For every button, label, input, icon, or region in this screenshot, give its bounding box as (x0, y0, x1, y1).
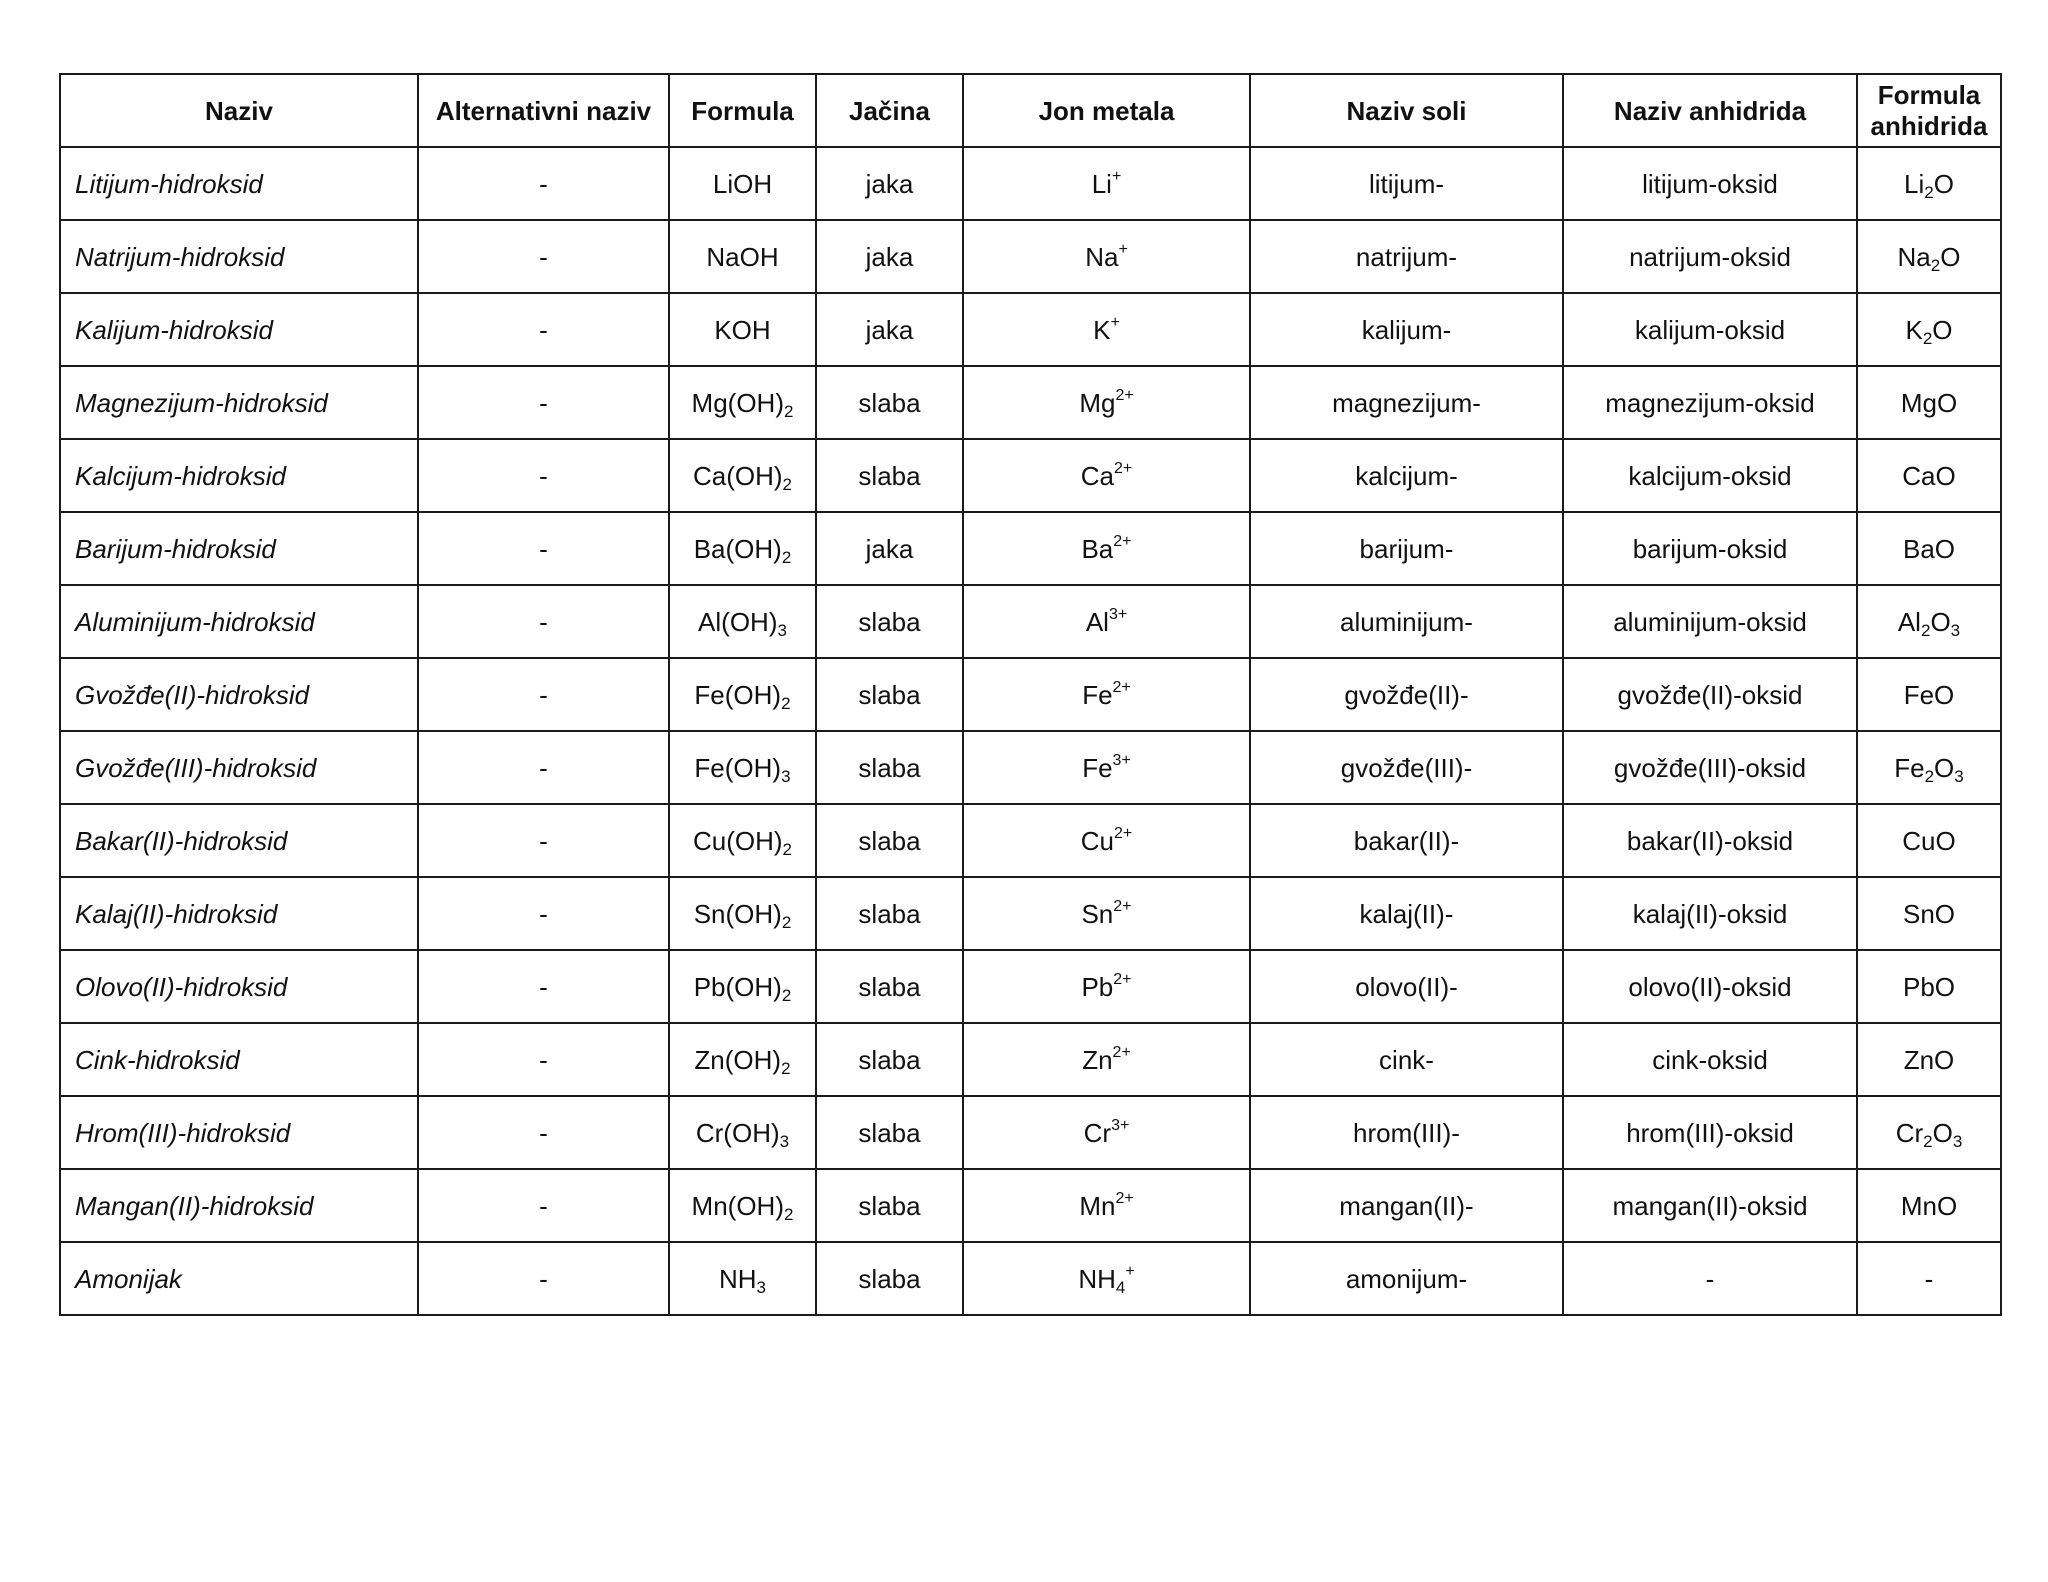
cell-formula-anhidrida (1857, 439, 2001, 512)
cell-formula-anhidrida (1857, 585, 2001, 658)
formula-text: Na (1085, 241, 1119, 272)
superscript: 3+ (1111, 1116, 1130, 1134)
cell-naziv-anhidrida: bakar(II)-oksid (1563, 804, 1857, 877)
formula-text: Cu (1080, 825, 1114, 856)
subscript: 4 (1115, 1277, 1126, 1297)
subscript: 2 (1924, 182, 1934, 202)
formula-text: - (1924, 1263, 1934, 1294)
cell-formula-anhidrida (1857, 731, 2001, 804)
cell-naziv-soli: bakar(II)- (1250, 804, 1563, 877)
formula-text: Ca (1080, 460, 1114, 491)
subscript: 2 (781, 1058, 791, 1078)
cell-naziv: Kalaj(II)-hidroksid (60, 877, 418, 950)
formula-text: Li (1091, 168, 1112, 199)
cell-naziv: Kalijum-hidroksid (60, 293, 418, 366)
cell-formula (669, 512, 816, 585)
table-row (60, 585, 2001, 658)
subscript: 3 (779, 1131, 790, 1151)
formula-text: Cr(OH) (695, 1117, 780, 1148)
cell-jacina: slaba (816, 439, 963, 512)
cell-formula (669, 366, 816, 439)
cell-jacina: slaba (816, 1169, 963, 1242)
superscript: 2+ (1115, 386, 1134, 404)
cell-formula-anhidrida (1857, 1023, 2001, 1096)
cell-formula-anhidrida (1857, 147, 2001, 220)
cell-alternativni-naziv: - (418, 1023, 669, 1096)
cell-formula-anhidrida (1857, 1096, 2001, 1169)
formula-text: Zn(OH) (694, 1044, 782, 1075)
superscript: 2+ (1114, 824, 1133, 842)
cell-naziv-soli: kalijum- (1250, 293, 1563, 366)
cell-formula-anhidrida (1857, 877, 2001, 950)
table-row (60, 220, 2001, 293)
formula-text: Al (1897, 606, 1921, 637)
cell-alternativni-naziv: - (418, 220, 669, 293)
cell-naziv-soli: aluminijum- (1250, 585, 1563, 658)
subscript: 2 (783, 401, 794, 421)
cell-alternativni-naziv: - (418, 731, 669, 804)
cell-naziv-soli: natrijum- (1250, 220, 1563, 293)
cell-naziv-soli: magnezijum- (1250, 366, 1563, 439)
superscript: 2+ (1113, 897, 1132, 915)
cell-alternativni-naziv: - (418, 804, 669, 877)
table-row (60, 512, 2001, 585)
cell-naziv: Cink-hidroksid (60, 1023, 418, 1096)
cell-naziv-anhidrida: hrom(III)-oksid (1563, 1096, 1857, 1169)
table-header-row (60, 74, 2001, 147)
superscript: 3+ (1108, 605, 1128, 623)
cell-naziv: Natrijum-hidroksid (60, 220, 418, 293)
cell-naziv-soli: gvožđe(III)- (1250, 731, 1563, 804)
cell-naziv-soli: olovo(II)- (1250, 950, 1563, 1023)
cell-naziv: Litijum-hidroksid (60, 147, 418, 220)
formula-text: Sn(OH) (693, 898, 782, 929)
formula-text: MnO (1900, 1190, 1958, 1221)
cell-jon-metala (963, 731, 1250, 804)
cell-alternativni-naziv: - (418, 366, 669, 439)
cell-naziv: Aluminijum-hidroksid (60, 585, 418, 658)
table-row (60, 731, 2001, 804)
cell-formula (669, 1242, 816, 1315)
formula-text: K (1093, 314, 1111, 345)
cell-alternativni-naziv: - (418, 512, 669, 585)
formula-text: Li (1904, 168, 1925, 199)
formula-text: Cr (1083, 1117, 1112, 1148)
cell-jon-metala (963, 877, 1250, 950)
cell-naziv-anhidrida: cink-oksid (1563, 1023, 1857, 1096)
cell-formula (669, 1023, 816, 1096)
formula-text: Mn (1079, 1190, 1116, 1221)
header-formula: Formula (669, 74, 816, 147)
formula-text: O (1932, 314, 1953, 345)
cell-naziv-soli: hrom(III)- (1250, 1096, 1563, 1169)
formula-text: FeO (1903, 679, 1955, 710)
header-naziv-soli: Naziv soli (1250, 74, 1563, 147)
subscript: 2 (781, 547, 792, 567)
cell-naziv-soli: cink- (1250, 1023, 1563, 1096)
cell-alternativni-naziv: - (418, 293, 669, 366)
superscript: 2+ (1112, 678, 1131, 696)
formula-text: NH (718, 1263, 757, 1294)
table-row (60, 147, 2001, 220)
formula-text: LiOH (712, 168, 773, 199)
cell-formula-anhidrida (1857, 1242, 2001, 1315)
cell-naziv-anhidrida: kalaj(II)-oksid (1563, 877, 1857, 950)
header-formula-anhidrida-line2: anhidrida (1870, 110, 1988, 141)
cell-naziv-soli: kalcijum- (1250, 439, 1563, 512)
subscript: 2 (1922, 328, 1933, 348)
cell-naziv-anhidrida: magnezijum-oksid (1563, 366, 1857, 439)
cell-formula (669, 147, 816, 220)
cell-naziv: Bakar(II)-hidroksid (60, 804, 418, 877)
cell-naziv-anhidrida: kalijum-oksid (1563, 293, 1857, 366)
cell-naziv-anhidrida: natrijum-oksid (1563, 220, 1857, 293)
cell-formula (669, 731, 816, 804)
cell-naziv-soli: amonijum- (1250, 1242, 1563, 1315)
header-naziv-anhidrida: Naziv anhidrida (1563, 74, 1857, 147)
cell-jon-metala (963, 439, 1250, 512)
formula-text: Mg (1079, 387, 1116, 418)
formula-text: Ba (1081, 533, 1114, 564)
subscript: 2 (1923, 1131, 1933, 1151)
cell-formula (669, 950, 816, 1023)
formula-text: Fe (1082, 679, 1113, 710)
superscript: + (1118, 240, 1128, 258)
table-row (60, 950, 2001, 1023)
cell-jacina: slaba (816, 366, 963, 439)
formula-text: Al(OH) (698, 606, 778, 637)
cell-jacina: jaka (816, 293, 963, 366)
cell-jacina: slaba (816, 877, 963, 950)
cell-naziv-soli: gvožđe(II)- (1250, 658, 1563, 731)
cell-jon-metala (963, 585, 1250, 658)
cell-alternativni-naziv: - (418, 658, 669, 731)
formula-text: Mn(OH) (691, 1190, 784, 1221)
cell-jon-metala (963, 366, 1250, 439)
cell-alternativni-naziv: - (418, 877, 669, 950)
formula-text: K (1905, 314, 1923, 345)
subscript: 3 (781, 766, 791, 786)
cell-formula (669, 220, 816, 293)
table-row (60, 293, 2001, 366)
formula-text: Zn (1082, 1044, 1113, 1075)
cell-formula (669, 585, 816, 658)
cell-naziv: Mangan(II)-hidroksid (60, 1169, 418, 1242)
cell-jacina: slaba (816, 658, 963, 731)
cell-jacina: slaba (816, 1023, 963, 1096)
header-alternativni-naziv: Alternativni naziv (418, 74, 669, 147)
cell-alternativni-naziv: - (418, 950, 669, 1023)
cell-formula-anhidrida (1857, 1169, 2001, 1242)
table-row (60, 804, 2001, 877)
superscript: 2+ (1114, 459, 1133, 477)
cell-formula-anhidrida (1857, 804, 2001, 877)
cell-jon-metala (963, 147, 1250, 220)
formula-text: BaO (1902, 533, 1956, 564)
cell-formula-anhidrida (1857, 658, 2001, 731)
formula-text: NH (1078, 1263, 1116, 1294)
cell-formula (669, 804, 816, 877)
superscript: 3+ (1112, 751, 1131, 769)
formula-text: SnO (1902, 898, 1956, 929)
header-jon-metala: Jon metala (963, 74, 1250, 147)
cell-naziv-anhidrida: gvožđe(III)-oksid (1563, 731, 1857, 804)
cell-alternativni-naziv: - (418, 1169, 669, 1242)
table-row (60, 877, 2001, 950)
cell-formula (669, 877, 816, 950)
subscript: 2 (782, 474, 793, 494)
cell-jon-metala (963, 1242, 1250, 1315)
cell-jacina: slaba (816, 585, 963, 658)
formula-text: Fe(OH) (694, 752, 782, 783)
subscript: 3 (1952, 1131, 1963, 1151)
formula-text: Fe(OH) (694, 679, 782, 710)
formula-text: Ba(OH) (693, 533, 782, 564)
formula-text: Ca(OH) (692, 460, 783, 491)
cell-naziv-anhidrida: litijum-oksid (1563, 147, 1857, 220)
cell-jon-metala (963, 1023, 1250, 1096)
cell-jacina: slaba (816, 804, 963, 877)
formula-text: Cr (1895, 1117, 1924, 1148)
subscript: 3 (777, 620, 787, 640)
subscript: 2 (782, 839, 793, 859)
formula-text: ZnO (1903, 1044, 1955, 1075)
cell-formula-anhidrida (1857, 512, 2001, 585)
table-row (60, 658, 2001, 731)
cell-formula (669, 658, 816, 731)
cell-naziv: Kalcijum-hidroksid (60, 439, 418, 512)
formula-text: NaOH (706, 241, 779, 272)
cell-formula-anhidrida (1857, 220, 2001, 293)
formula-text: O (1933, 168, 1954, 199)
table-row (60, 1096, 2001, 1169)
cell-naziv: Gvožđe(III)-hidroksid (60, 731, 418, 804)
formula-text: O (1940, 241, 1961, 272)
cell-naziv-anhidrida: aluminijum-oksid (1563, 585, 1857, 658)
header-naziv: Naziv (60, 74, 418, 147)
cell-jacina: slaba (816, 1242, 963, 1315)
cell-naziv-soli: barijum- (1250, 512, 1563, 585)
cell-jacina: slaba (816, 950, 963, 1023)
formula-text: Cu(OH) (692, 825, 783, 856)
subscript: 2 (1930, 255, 1941, 275)
header-formula-anhidrida-line1: Formula (1877, 79, 1981, 110)
cell-naziv-anhidrida: barijum-oksid (1563, 512, 1857, 585)
cell-formula (669, 439, 816, 512)
header-formula-anhidrida (1857, 74, 2001, 147)
cell-naziv-soli: litijum- (1250, 147, 1563, 220)
formula-text: MgO (1900, 387, 1958, 418)
cell-jon-metala (963, 658, 1250, 731)
cell-naziv-anhidrida: - (1563, 1242, 1857, 1315)
formula-text: Na (1897, 241, 1931, 272)
table-body (60, 147, 2001, 1315)
formula-text: Fe (1082, 752, 1113, 783)
cell-formula (669, 1169, 816, 1242)
cell-alternativni-naziv: - (418, 585, 669, 658)
superscript: + (1110, 313, 1120, 331)
subscript: 2 (781, 693, 791, 713)
cell-naziv: Amonijak (60, 1242, 418, 1315)
cell-jon-metala (963, 512, 1250, 585)
cell-naziv: Magnezijum-hidroksid (60, 366, 418, 439)
cell-jacina: slaba (816, 1096, 963, 1169)
cell-naziv: Gvožđe(II)-hidroksid (60, 658, 418, 731)
subscript: 2 (1924, 766, 1935, 786)
formula-text: Pb(OH) (693, 971, 782, 1002)
formula-text: Al (1085, 606, 1109, 637)
hydroxides-table (59, 73, 2002, 1316)
cell-formula-anhidrida (1857, 293, 2001, 366)
cell-jacina: jaka (816, 512, 963, 585)
table-row (60, 366, 2001, 439)
cell-jacina: jaka (816, 220, 963, 293)
cell-jon-metala (963, 804, 1250, 877)
cell-naziv: Barijum-hidroksid (60, 512, 418, 585)
cell-jacina: slaba (816, 731, 963, 804)
cell-jacina: jaka (816, 147, 963, 220)
formula-text: KOH (714, 314, 771, 345)
cell-naziv-anhidrida: gvožđe(II)-oksid (1563, 658, 1857, 731)
cell-formula-anhidrida (1857, 366, 2001, 439)
cell-alternativni-naziv: - (418, 1242, 669, 1315)
formula-text: Pb (1081, 971, 1114, 1002)
header-jacina: Jačina (816, 74, 963, 147)
formula-text: O (1932, 1117, 1953, 1148)
superscript: + (1111, 167, 1122, 185)
formula-text: Sn (1081, 898, 1114, 929)
cell-naziv: Hrom(III)-hidroksid (60, 1096, 418, 1169)
subscript: 3 (1954, 766, 1964, 786)
formula-text: PbO (1902, 971, 1956, 1002)
table-row (60, 1169, 2001, 1242)
cell-naziv: Olovo(II)-hidroksid (60, 950, 418, 1023)
formula-text: O (1930, 606, 1951, 637)
cell-alternativni-naziv: - (418, 1096, 669, 1169)
superscript: 2+ (1113, 970, 1132, 988)
formula-text: CaO (1902, 460, 1956, 491)
cell-alternativni-naziv: - (418, 439, 669, 512)
cell-naziv-anhidrida: olovo(II)-oksid (1563, 950, 1857, 1023)
cell-jon-metala (963, 220, 1250, 293)
cell-alternativni-naziv: - (418, 147, 669, 220)
cell-formula (669, 293, 816, 366)
subscript: 2 (781, 912, 792, 932)
table-row (60, 1023, 2001, 1096)
cell-jon-metala (963, 950, 1250, 1023)
superscript: 2+ (1112, 1043, 1131, 1061)
table-row (60, 439, 2001, 512)
formula-text: O (1934, 752, 1955, 783)
cell-naziv-anhidrida: kalcijum-oksid (1563, 439, 1857, 512)
formula-text: Mg(OH) (691, 387, 784, 418)
cell-formula (669, 1096, 816, 1169)
cell-naziv-soli: kalaj(II)- (1250, 877, 1563, 950)
cell-naziv-anhidrida: mangan(II)-oksid (1563, 1169, 1857, 1242)
superscript: + (1125, 1262, 1135, 1280)
subscript: 3 (756, 1277, 767, 1297)
formula-text: Fe (1894, 752, 1925, 783)
superscript: 2+ (1113, 532, 1132, 550)
subscript: 3 (1950, 620, 1961, 640)
subscript: 2 (783, 1204, 794, 1224)
cell-formula-anhidrida (1857, 950, 2001, 1023)
formula-text: CuO (1902, 825, 1956, 856)
cell-jon-metala (963, 1169, 1250, 1242)
subscript: 2 (781, 985, 792, 1005)
cell-naziv-soli: mangan(II)- (1250, 1169, 1563, 1242)
cell-jon-metala (963, 293, 1250, 366)
cell-jon-metala (963, 1096, 1250, 1169)
superscript: 2+ (1115, 1189, 1134, 1207)
subscript: 2 (1920, 620, 1931, 640)
table-row (60, 1242, 2001, 1315)
